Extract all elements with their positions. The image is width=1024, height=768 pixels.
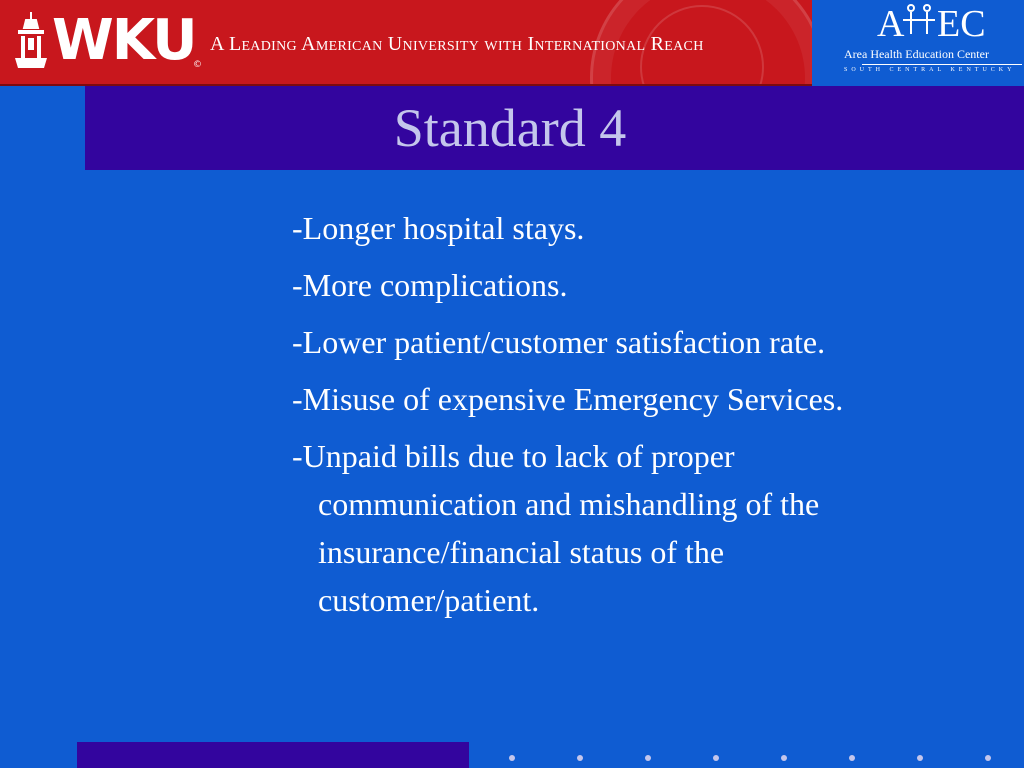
- bullet-item: -More complications.: [292, 267, 568, 303]
- partner-name: Area Health Education Center: [844, 47, 989, 61]
- wku-logo-text: WKU: [52, 8, 196, 73]
- header-banner: [0, 0, 812, 86]
- bullet-item: -Lower patient/customer satisfaction rate.: [292, 324, 826, 360]
- footer-dot: [645, 755, 651, 761]
- bullet-item: -Misuse of expensive Emergency Services.: [292, 381, 844, 417]
- bullet-item: -Unpaid bills due to lack of proper communication and mishandling of the insurance/financial status of the customer/patient.: [292, 438, 820, 618]
- cupola-icon: [12, 10, 50, 72]
- footer-dot: [849, 755, 855, 761]
- partner-logo-rule: [862, 64, 1022, 65]
- bullet-item: -Longer hospital stays.: [292, 210, 585, 246]
- svg-text:EC: EC: [937, 3, 986, 44]
- university-tagline: A Leading American University with International Reach: [210, 33, 704, 55]
- ahec-logo-icon: [875, 0, 1000, 44]
- slide-title: Standard 4: [393, 98, 627, 158]
- partner-subtitle: SOUTH CENTRAL KENTUCKY: [844, 67, 1016, 73]
- footer-dot: [781, 755, 787, 761]
- footer-dot: [509, 755, 515, 761]
- footer-dot: [985, 755, 991, 761]
- copyright-mark: ©: [193, 60, 202, 70]
- footer-dot: [577, 755, 583, 761]
- footer-dot: [917, 755, 923, 761]
- bullet-list: [292, 204, 902, 633]
- footer-band: [77, 742, 469, 768]
- svg-text:A: A: [877, 3, 905, 44]
- footer-dot: [713, 755, 719, 761]
